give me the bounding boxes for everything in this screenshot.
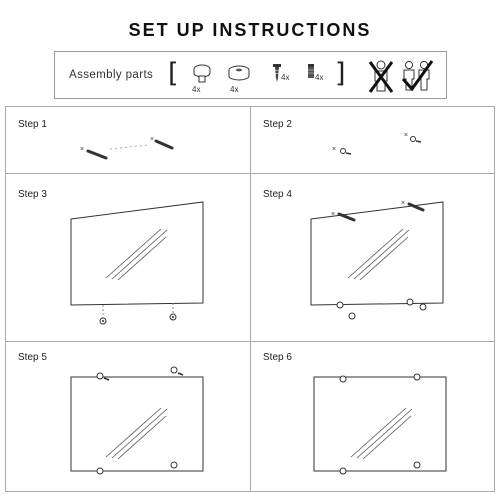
step-3-illustration: [66, 199, 216, 339]
assembly-parts-box: [54, 51, 447, 99]
standoff-base-icon: [225, 64, 253, 84]
svg-text:×: ×: [404, 132, 409, 139]
screw-qty: 4x: [281, 73, 290, 82]
step-3-label: Step 3: [18, 189, 47, 200]
step-2-illustration: [326, 129, 426, 163]
standoff-cap-qty: 4x: [192, 85, 201, 94]
standoff-cap-icon: [189, 62, 215, 84]
step-5-label: Step 5: [18, 352, 47, 363]
step-5-illustration: [66, 365, 216, 485]
svg-text:×: ×: [332, 146, 337, 153]
step-4-illustration: [306, 199, 456, 339]
grid-divider-1: [6, 173, 494, 174]
two-persons-checked-icon: [400, 59, 434, 93]
step-2-label: Step 2: [263, 119, 292, 130]
page-title: SET UP INSTRUCTIONS: [128, 20, 372, 40]
standoff-base-qty: 4x: [230, 85, 239, 94]
open-bracket: [: [168, 58, 179, 89]
grid-divider-vertical: [250, 107, 251, 491]
close-bracket: ]: [335, 58, 346, 89]
assembly-parts-label: Assembly parts: [69, 69, 154, 81]
one-person-crossed-icon: [368, 59, 394, 93]
svg-text:×: ×: [80, 146, 85, 153]
step-1-label: Step 1: [18, 119, 47, 130]
grid-divider-2: [6, 341, 494, 342]
svg-text:×: ×: [401, 200, 406, 207]
steps-grid: [5, 106, 495, 492]
svg-text:×: ×: [150, 136, 155, 143]
svg-text:×: ×: [331, 211, 336, 218]
wall-plug-qty: 4x: [315, 73, 324, 82]
step-4-label: Step 4: [263, 189, 292, 200]
step-1-illustration: [76, 131, 196, 161]
step-6-illustration: [309, 365, 459, 485]
step-6-label: Step 6: [263, 352, 292, 363]
